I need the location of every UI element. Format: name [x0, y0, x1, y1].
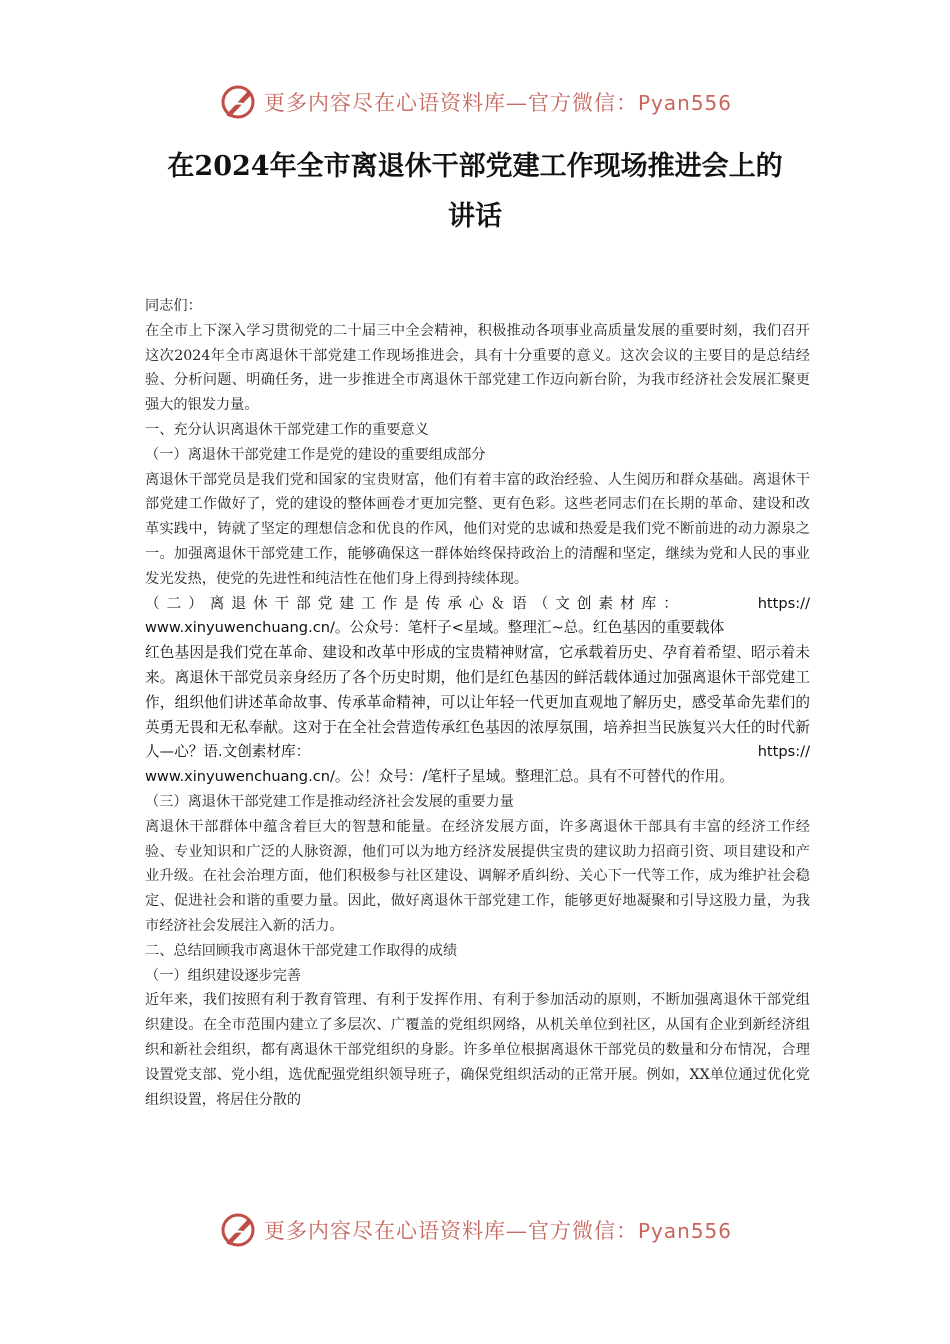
pen-logo-icon [218, 82, 258, 122]
watermark-banner-top [0, 80, 950, 124]
title-line-2: 讲话 [448, 201, 502, 232]
subheading-1-3: （三）离退休干部党建工作是推动经济社会发展的重要力量 [145, 793, 514, 810]
salutation: 同志们： [145, 298, 202, 314]
title-line-1: 在2024年全市离退休干部党建工作现场推进会上的 [167, 151, 783, 182]
paragraph-1-3: 离退休干部群体中蕴含着巨大的智慧和能量。在经济发展方面，许多离退休干部具有丰富的经济工作经验、专业知识和广泛的人脉资源，他们可以为地方经济发展提供宝贵的建议助力招商引资、项目建设和产业升级。在社会治理方面，他们积极参与社区建设、调解矛盾纠纷、关心下一代等工作，成为维护社会稳定、促进社会和谐的重要力量。因此，做好离退休干部党建工作，能够更好地凝聚和引导这股力量，为我市经济社会发展注入新的活力。 [145, 818, 810, 934]
subheading-1-1: （一）离退休干部党建工作是党的建设的重要组成部分 [145, 446, 486, 463]
paragraph-1-2-continued: www.xinyuwenchuang.cn/。公！众号：/笔杆子星域。整理汇总。具有不可替代的作用。 [145, 768, 734, 786]
subheading-1-2-continued: www.xinyuwenchuang.cn/。公众号：笔杆子<星域。整理汇~总。红色基因的重要载体 [145, 619, 725, 637]
watermark-text: 更多内容尽在心语资料库—官方微信：Pyan556 [263, 91, 732, 115]
subheading-1-2 [145, 592, 810, 617]
paragraph-2-1: 近年来，我们按照有利于教育管理、有利于发挥作用、有利于参加活动的原则，不断加强离退休干部党组织建设。在全市范围内建立了多层次、广覆盖的党组织网络，从机关单位到社区，从国有企业到新经济组织和新社会组织，都有离退休干部党组织的身影。许多单位根据离退休干部党员的数量和分布情况，合理设置党支部、党小组，选优配强党组织领导班子，确保党组织活动的正常开展。例如，XX单位通过优化党组织设置，将居住分散的 [145, 992, 810, 1108]
pen-logo-icon [218, 1210, 258, 1250]
document-title [130, 142, 820, 242]
subheading-2-1: （一）组织建设逐步完善 [145, 967, 302, 984]
subheading-1-2-url-prefix: https:// [757, 594, 810, 612]
paragraph-1-1: 离退休干部党员是我们党和国家的宝贵财富，他们有着丰富的政治经验、人生阅历和群众基础。离退休干部党建工作做好了，党的建设的整体画卷才更加完整、更有色彩。这些老同志们在长期的革命、建设和改革实践中，铸就了坚定的理想信念和优良的作风，他们对党的忠诚和热爱是我们党不断前进的动力源泉之一。加强离退休干部党建工作，能够确保这一群体始终保持政治上的清醒和坚定，继续为党和人民的事业发光发热，使党的先进性和纯洁性在他们身上得到持续体现。 [145, 471, 810, 587]
subheading-1-2-text: （二）离退休干部党建工作是传承心＆语（文创素材库： [145, 594, 685, 612]
watermark-text: 更多内容尽在心语资料库—官方微信：Pyan556 [263, 1219, 732, 1243]
intro-paragraph: 在全市上下深入学习贯彻党的二十届三中全会精神，积极推动各项事业高质量发展的重要时刻，我们召开这次2024年全市离退休干部党建工作现场推进会，具有十分重要的意义。这次会议的主要目的是总结经验、分析问题、明确任务，进一步推进全市离退休干部党建工作迈向新台阶，为我市经济社会发展汇聚更强大的银发力量。 [145, 322, 810, 414]
watermark-banner-bottom [0, 1208, 950, 1252]
section-heading-1: 一、充分认识离退休干部党建工作的重要意义 [145, 421, 429, 438]
paragraph-1-2 [145, 641, 810, 765]
paragraph-1-2-text: 红色基因是我们党在革命、建设和改革中形成的宝贵精神财富，它承载着历史、孕育着希望、昭示着未来。离退休干部党员亲身经历了各个历史时期，他们是红色基因的鲜活载体通过加强离退休干部党建工作，组织他们讲述革命故事、传承革命精神，可以让年轻一代更加直观地了解历史，感受革命先辈们的英勇无畏和无私奉献。这对于在全社会营造传承红色基因的浓厚氛围，培养担当民族复兴大任的时代新人—心？语.文创素材库： [145, 644, 810, 761]
paragraph-1-2-url-prefix: https:// [757, 743, 810, 761]
section-heading-2: 二、总结回顾我市离退休干部党建工作取得的成绩 [145, 942, 458, 959]
document-body [145, 294, 810, 1112]
